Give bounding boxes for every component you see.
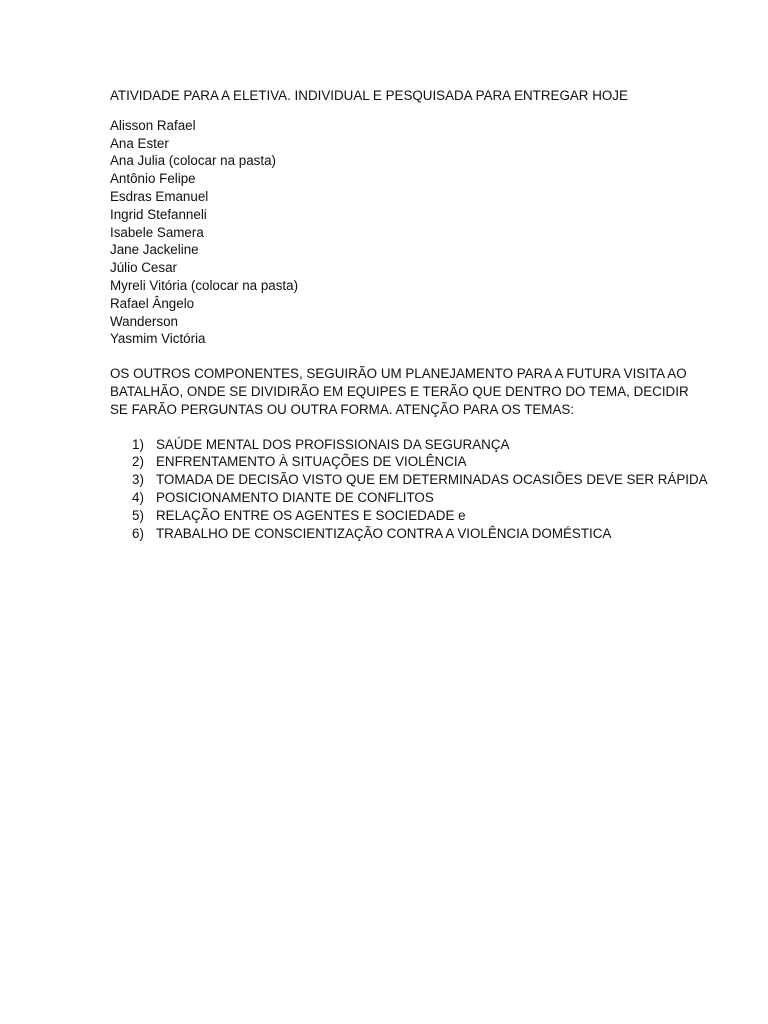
document-body bbox=[110, 87, 710, 542]
theme-item bbox=[110, 489, 710, 507]
student-name: Esdras Emanuel bbox=[110, 188, 209, 204]
student-name: Wanderson bbox=[110, 313, 178, 329]
theme-number: 5) bbox=[132, 507, 144, 523]
instructions-paragraph: OS OUTROS COMPONENTES, SEGUIRÃO UM PLANEJAMENTO PARA A FUTURA VISITA AO BATALHÃO, ONDE SE DIVIDIRÃO EM EQUIPES E TERÃO QUE DENTRO DO TEMA, DECIDIR SE FARÃO PERGUNTAS OU OUTRA FORMA. ATENÇÃO PARA OS TEMAS: bbox=[110, 366, 689, 417]
student-name: Ana Julia (colocar na pasta) bbox=[110, 153, 276, 169]
student-name: Rafael Ângelo bbox=[110, 295, 195, 311]
theme-number: 1) bbox=[132, 436, 144, 452]
theme-number: 4) bbox=[132, 489, 144, 505]
student-name: Alisson Rafael bbox=[110, 117, 196, 133]
theme-item bbox=[110, 507, 710, 525]
student-name: Júlio Cesar bbox=[110, 260, 177, 276]
student-name: Jane Jackeline bbox=[110, 242, 199, 258]
document-heading: ATIVIDADE PARA A ELETIVA. INDIVIDUAL E PESQUISADA PARA ENTREGAR HOJE bbox=[110, 88, 628, 103]
themes-list bbox=[110, 436, 710, 543]
theme-item bbox=[110, 436, 710, 454]
theme-item bbox=[110, 453, 710, 471]
theme-text: TRABALHO DE CONSCIENTIZAÇÃO CONTRA A VIOLÊNCIA DOMÉSTICA bbox=[156, 525, 612, 541]
student-name: Ana Ester bbox=[110, 135, 169, 151]
theme-text: TOMADA DE DECISÃO VISTO QUE EM DETERMINADAS OCASIÕES DEVE SER RÁPIDA bbox=[156, 472, 708, 488]
theme-number: 3) bbox=[132, 472, 144, 488]
theme-text: RELAÇÃO ENTRE OS AGENTES E SOCIEDADE e bbox=[156, 507, 466, 523]
theme-number: 6) bbox=[132, 525, 144, 541]
student-name: Yasmim Victória bbox=[110, 331, 206, 347]
theme-text: POSICIONAMENTO DIANTE DE CONFLITOS bbox=[156, 489, 434, 505]
theme-text: ENFRENTAMENTO À SITUAÇÕES DE VIOLÊNCIA bbox=[156, 454, 467, 470]
theme-item bbox=[110, 471, 710, 489]
student-name-list bbox=[110, 117, 710, 348]
theme-item bbox=[110, 525, 710, 543]
student-name: Ingrid Stefanneli bbox=[110, 206, 207, 222]
theme-number: 2) bbox=[132, 454, 144, 470]
student-name: Myreli Vitória (colocar na pasta) bbox=[110, 277, 299, 293]
student-name: Antônio Felipe bbox=[110, 171, 196, 187]
student-name: Isabele Samera bbox=[110, 224, 204, 240]
theme-text: SAÚDE MENTAL DOS PROFISSIONAIS DA SEGURANÇA bbox=[156, 436, 510, 452]
